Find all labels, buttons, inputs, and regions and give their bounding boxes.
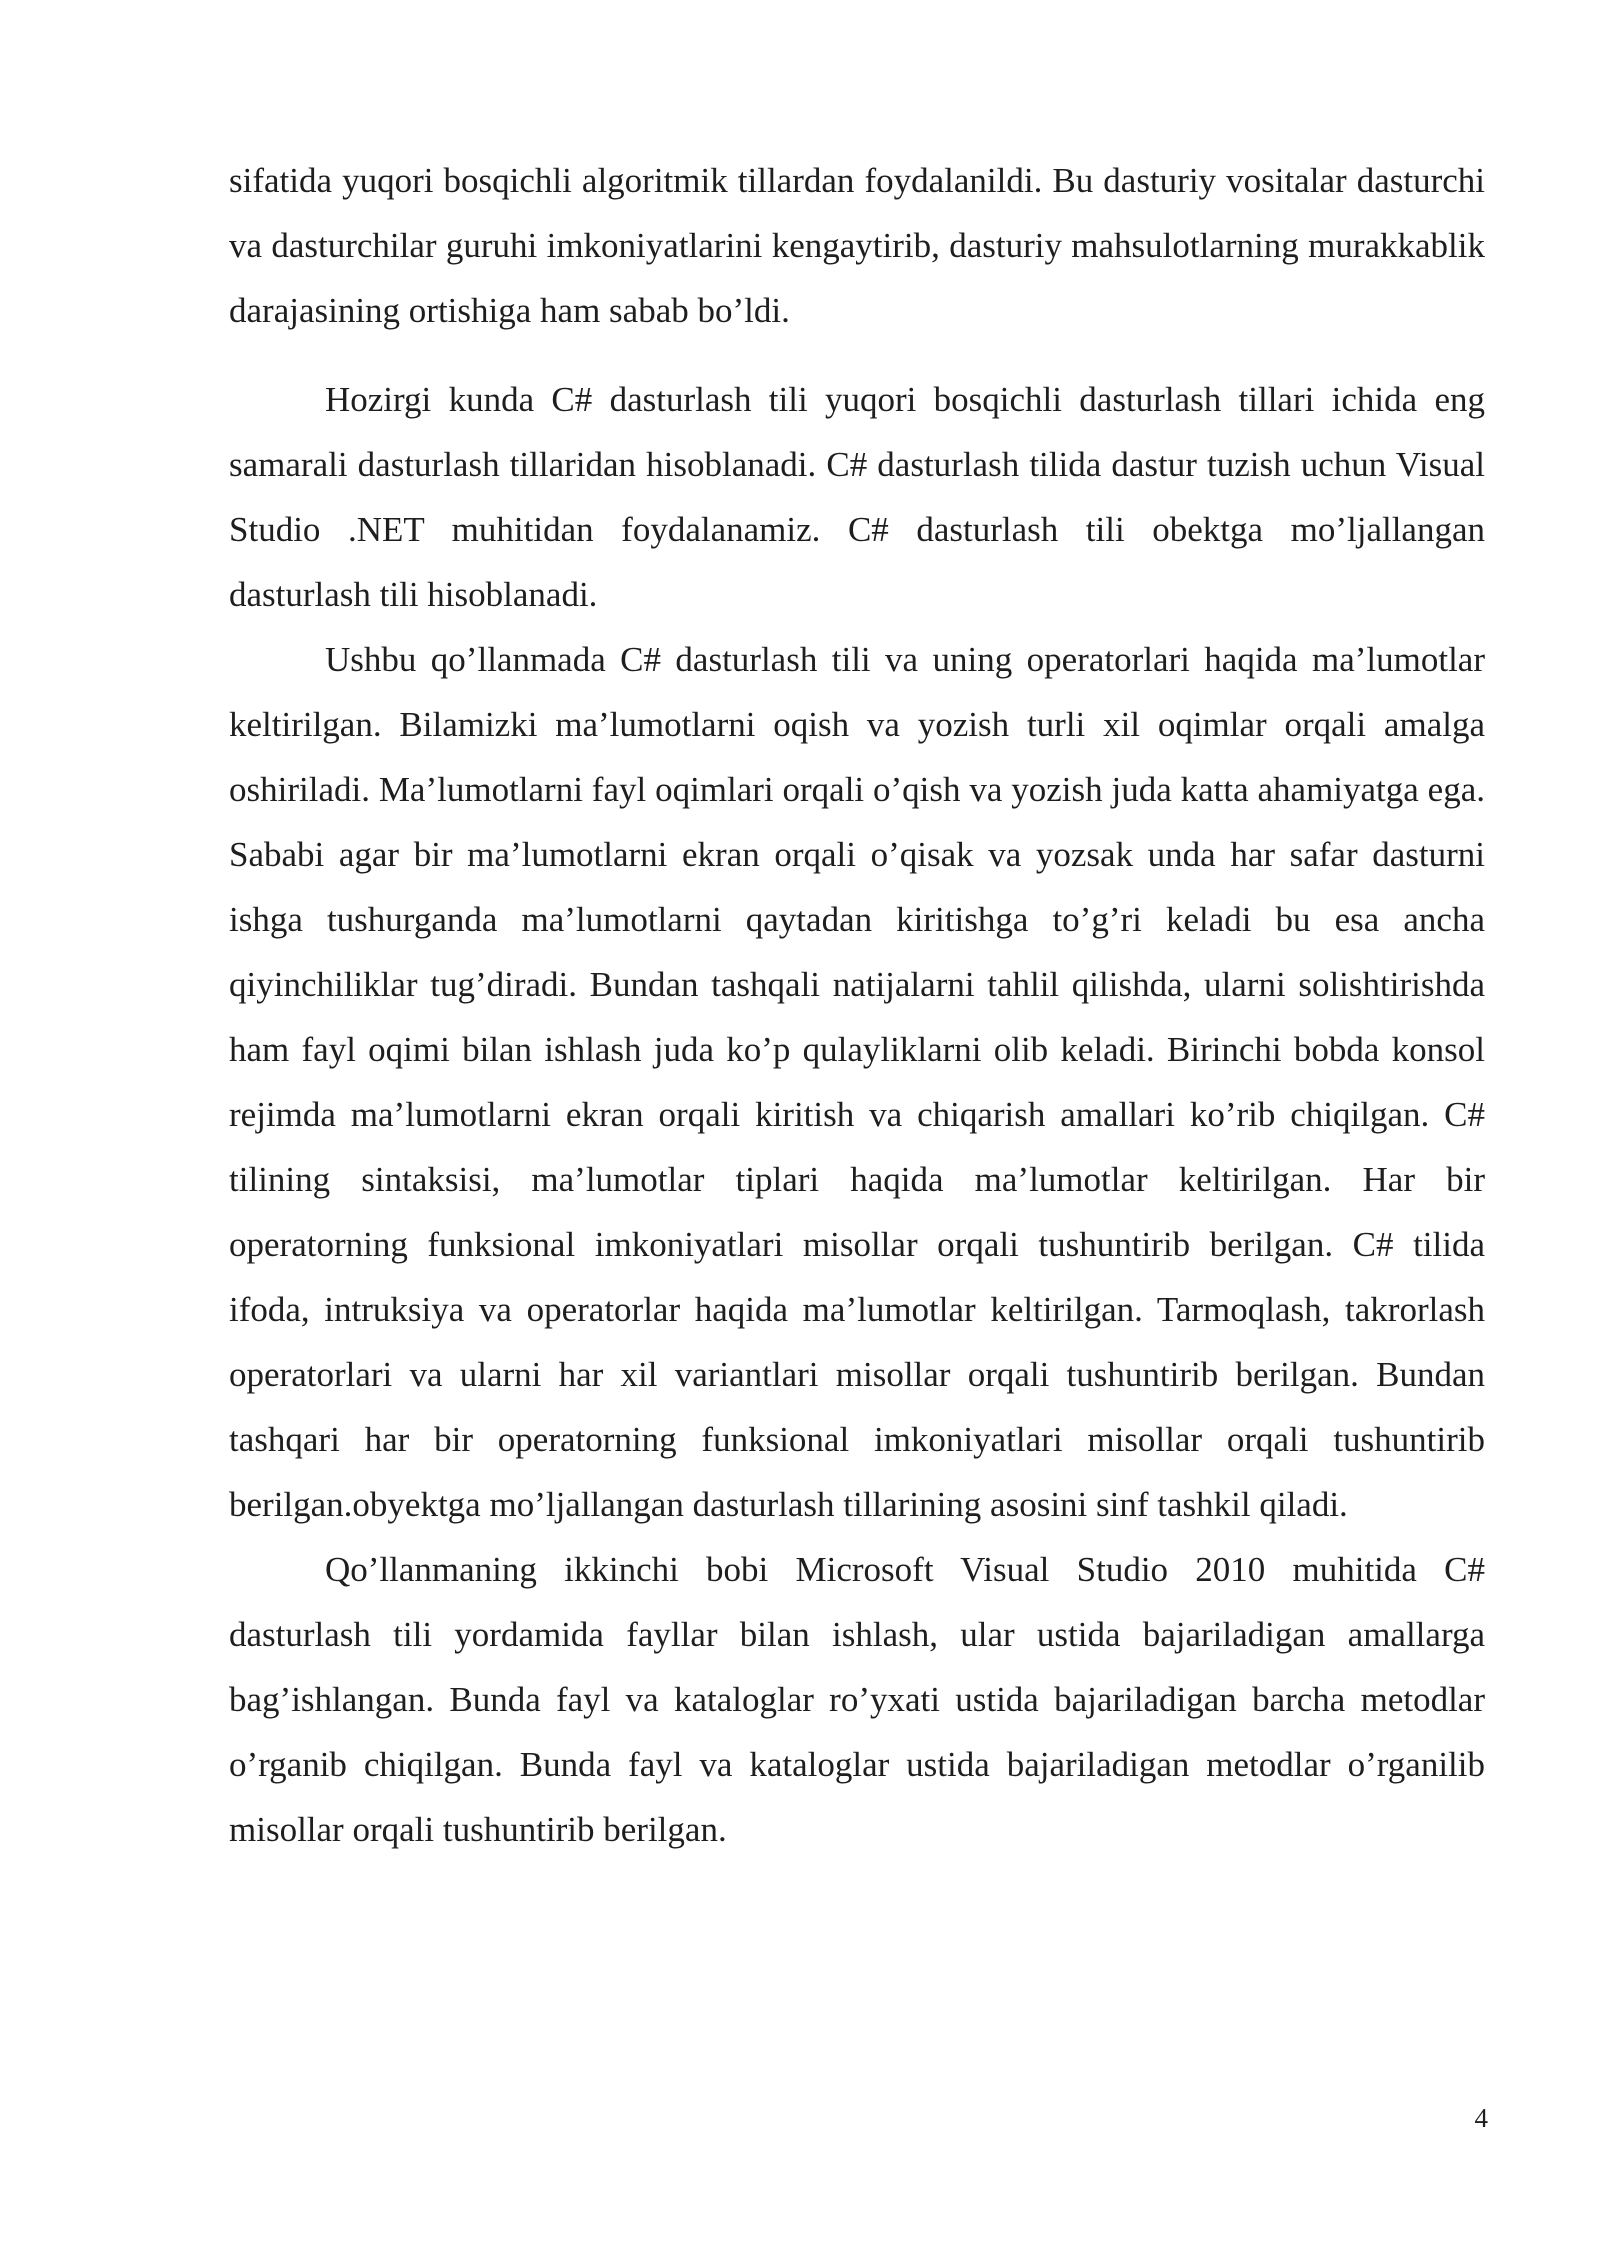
paragraph-csharp-intro: Hozirgi kunda C# dasturlash tili yuqori bosqichli dasturlash tillari ichida eng samarali dasturlash tillaridan hisoblanadi. C# dasturlash tilida dastur tuzish uchun Visual Studio .NET muhitidan foydalanamiz. C# dasturlash tili obektga mo’ljallangan dasturlash tili hisoblanadi. bbox=[229, 380, 1485, 614]
paragraph-second-chapter: Qo’llanmaning ikkinchi bobi Microsoft Visual Studio 2010 muhitida C# dasturlash tili yordamida fayllar bilan ishlash, ular ustida bajariladigan amallarga bag’ishlangan. Bunda fayl va kataloglar ro’yxati ustida bajariladigan barcha metodlar o’rganib chiqilgan. Bunda fayl va kataloglar ustida bajariladigan metodlar o’rganilib misollar orqali tushuntirib berilgan. bbox=[229, 1550, 1485, 1849]
page-number: 4 bbox=[1474, 2103, 1488, 2133]
paragraph-continuation: sifatida yuqori bosqichli algoritmik tillardan foydalanildi. Bu dasturiy vositalar dasturchi va dasturchilar guruhi imkoniyatlarini kengaytirib, dasturiy mahsulotlarning murakkablik darajasining ortishiga ham sabab bo’ldi. bbox=[229, 161, 1485, 330]
document-body bbox=[229, 148, 1485, 1862]
paragraph-manual-overview: Ushbu qo’llanmada C# dasturlash tili va uning operatorlari haqida ma’lumotlar keltirilgan. Bilamizki ma’lumotlarni oqish va yozish turli xil oqimlar orqali amalga oshiriladi. Ma’lumotlarni fayl oqimlari orqali o’qish va yozish juda katta ahamiyatga ega. Sababi agar bir ma’lumotlarni ekran orqali o’qisak va yozsak unda har safar dasturni ishga tushurganda ma’lumotlarni qaytadan kiritishga to’g’ri keladi bu esa ancha qiyinchiliklar tug’diradi. Bundan tashqali natijalarni tahlil qilishda, ularni solishtirishda ham fayl oqimi bilan ishlash juda ko’p qulayliklarni olib keladi. Birinchi bobda konsol rejimda ma’lumotlarni ekran orqali kiritish va chiqarish amallari ko’rib chiqilgan. C# tilining sintaksisi, ma’lumotlar tiplari haqida ma’lumotlar keltirilgan. Har bir operatorning funksional imkoniyatlari misollar orqali tushuntirib berilgan. C# tilida ifoda, intruksiya va operatorlar haqida ma’lumotlar keltirilgan. Tarmoqlash, takrorlash operatorlari va ularni har xil variantlari misollar orqali tushuntirib berilgan. Bundan tashqari har bir operatorning funksional imkoniyatlari misollar orqali tushuntirib berilgan.obyektga mo’ljallangan dasturlash tillarining asosini sinf tashkil qiladi. bbox=[229, 640, 1485, 1524]
